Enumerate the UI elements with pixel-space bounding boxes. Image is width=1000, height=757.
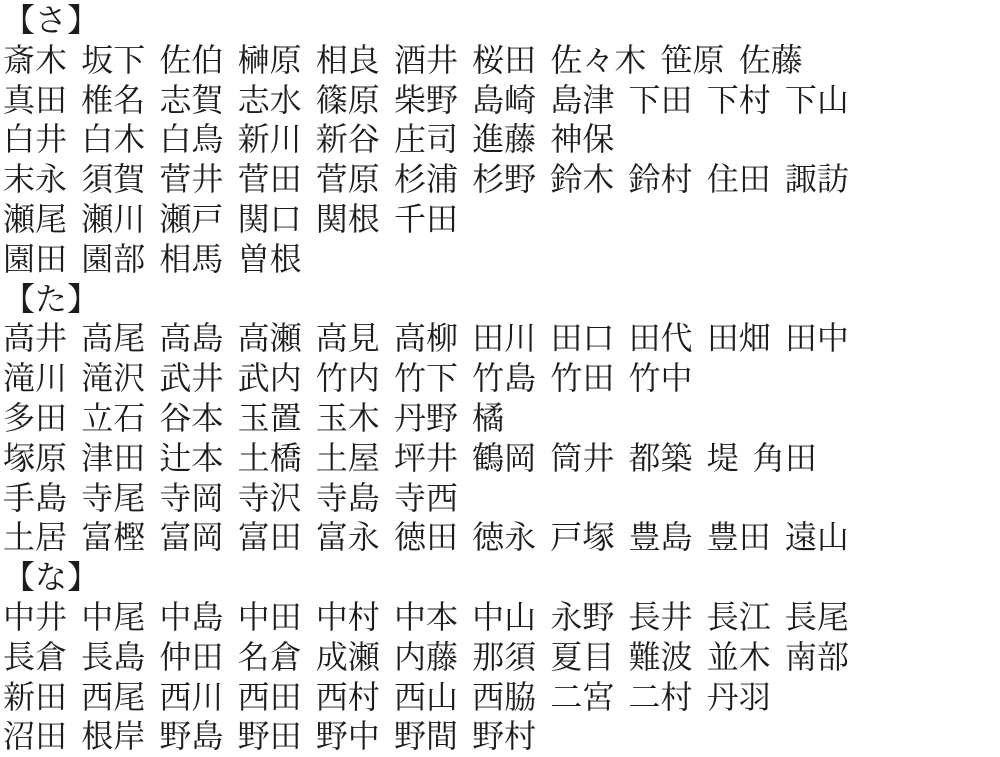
surname: 榊原 — [237, 40, 302, 79]
surname: 真田 — [3, 80, 68, 119]
surname: 佐々木 — [550, 40, 647, 79]
surname: 武内 — [237, 359, 302, 398]
surname: 鈴木 — [550, 160, 615, 199]
surname: 西田 — [237, 677, 302, 716]
surname: 須賀 — [81, 160, 146, 199]
surname-row — [3, 638, 1000, 678]
surname: 瀬川 — [81, 199, 146, 238]
surname: 都築 — [628, 438, 693, 477]
surname: 白鳥 — [159, 120, 224, 159]
surname: 庄司 — [393, 120, 458, 159]
surname: 末永 — [3, 160, 68, 199]
surname: 沼田 — [3, 717, 68, 756]
surname: 田口 — [550, 319, 615, 358]
surname: 成瀬 — [315, 637, 380, 676]
surname: 南部 — [784, 637, 849, 676]
surname: 寺沢 — [237, 478, 302, 517]
section-header: 【な】 — [3, 558, 100, 597]
surname: 桜田 — [472, 40, 537, 79]
surname: 関口 — [237, 199, 302, 238]
surname: 菅原 — [315, 160, 380, 199]
surname: 鶴岡 — [472, 438, 537, 477]
surname: 高尾 — [81, 319, 146, 358]
surname: 武井 — [159, 359, 224, 398]
surname: 野村 — [472, 717, 537, 756]
surname: 中尾 — [81, 597, 146, 636]
surname: 寺尾 — [81, 478, 146, 517]
surname: 二宮 — [550, 677, 615, 716]
surname: 西川 — [159, 677, 224, 716]
surname: 新田 — [3, 677, 68, 716]
surname-row — [3, 81, 1000, 121]
surname: 長島 — [81, 637, 146, 676]
surname: 斎木 — [3, 40, 68, 79]
surname: 筒井 — [550, 438, 615, 477]
surname: 下田 — [628, 80, 693, 119]
surname: 鈴村 — [628, 160, 693, 199]
surname: 中島 — [159, 597, 224, 636]
surname: 竹田 — [550, 359, 615, 398]
surname: 瀬戸 — [159, 199, 224, 238]
surname: 田畑 — [706, 319, 771, 358]
surname: 諏訪 — [784, 160, 849, 199]
surname: 堤 — [706, 438, 739, 477]
surname: 土屋 — [315, 438, 380, 477]
surname: 相馬 — [159, 239, 224, 278]
surname: 仲田 — [159, 637, 224, 676]
surname: 富樫 — [81, 518, 146, 557]
surname: 中本 — [393, 597, 458, 636]
surname: 志賀 — [159, 80, 224, 119]
surname: 内藤 — [393, 637, 458, 676]
surname: 下村 — [706, 80, 771, 119]
surname: 二村 — [628, 677, 693, 716]
surname: 並木 — [706, 637, 771, 676]
surname-row — [3, 479, 1000, 519]
surname: 高見 — [315, 319, 380, 358]
surname: 谷本 — [159, 398, 224, 437]
surname: 新川 — [237, 120, 302, 159]
surname: 島津 — [550, 80, 615, 119]
surname: 酒井 — [393, 40, 458, 79]
surname: 高島 — [159, 319, 224, 358]
surname: 土橋 — [237, 438, 302, 477]
surname: 長倉 — [3, 637, 68, 676]
surname: 佐伯 — [159, 40, 224, 79]
surname: 住田 — [706, 160, 771, 199]
surname: 戸塚 — [550, 518, 615, 557]
surname: 西村 — [315, 677, 380, 716]
surname: 永野 — [550, 597, 615, 636]
surname: 玉木 — [315, 398, 380, 437]
surname: 徳田 — [393, 518, 458, 557]
surname: 丹羽 — [706, 677, 771, 716]
surname: 西尾 — [81, 677, 146, 716]
surname: 佐藤 — [738, 40, 803, 79]
surname: 寺岡 — [159, 478, 224, 517]
surname-row — [3, 598, 1000, 638]
surname: 中井 — [3, 597, 68, 636]
surname: 島崎 — [472, 80, 537, 119]
surname-row — [3, 439, 1000, 479]
surname: 寺島 — [315, 478, 380, 517]
surname: 杉野 — [472, 160, 537, 199]
surname: 進藤 — [472, 120, 537, 159]
surname: 寺西 — [393, 478, 458, 517]
surname: 中山 — [472, 597, 537, 636]
surname: 柴野 — [393, 80, 458, 119]
surname: 菅井 — [159, 160, 224, 199]
surname: 長江 — [706, 597, 771, 636]
surname: 立石 — [81, 398, 146, 437]
surname: 竹内 — [315, 359, 380, 398]
surname: 橘 — [472, 398, 505, 437]
surname: 野中 — [315, 717, 380, 756]
surname: 篠原 — [315, 80, 380, 119]
surname: 土居 — [3, 518, 68, 557]
surname: 竹中 — [628, 359, 693, 398]
surname: 千田 — [393, 199, 458, 238]
surname: 塚原 — [3, 438, 68, 477]
surname: 関根 — [315, 199, 380, 238]
surname-row — [3, 240, 1000, 280]
surname: 笹原 — [660, 40, 725, 79]
surname-row — [3, 518, 1000, 558]
surname-row — [3, 359, 1000, 399]
section-header: 【た】 — [3, 279, 100, 318]
surname: 西山 — [393, 677, 458, 716]
surname-row — [3, 160, 1000, 200]
surname: 坪井 — [393, 438, 458, 477]
surname: 徳永 — [472, 518, 537, 557]
surname: 玉置 — [237, 398, 302, 437]
surname: 高柳 — [393, 319, 458, 358]
surname: 園田 — [3, 239, 68, 278]
section-header: 【さ】 — [3, 1, 100, 39]
surname: 西脇 — [472, 677, 537, 716]
surname: 曽根 — [237, 239, 302, 278]
surname: 野田 — [237, 717, 302, 756]
surname: 坂下 — [81, 40, 146, 79]
surname: 野間 — [393, 717, 458, 756]
surname: 難波 — [628, 637, 693, 676]
surname: 多田 — [3, 398, 68, 437]
surname: 竹下 — [393, 359, 458, 398]
surname: 田代 — [628, 319, 693, 358]
surname: 神保 — [550, 120, 615, 159]
surname: 相良 — [315, 40, 380, 79]
surname: 高瀬 — [237, 319, 302, 358]
surname: 富永 — [315, 518, 380, 557]
surname: 辻本 — [159, 438, 224, 477]
surname: 白木 — [81, 120, 146, 159]
surname: 夏目 — [550, 637, 615, 676]
surname: 新谷 — [315, 120, 380, 159]
surname: 豊田 — [706, 518, 771, 557]
surname: 長尾 — [784, 597, 849, 636]
surname: 菅田 — [237, 160, 302, 199]
surname: 丹野 — [393, 398, 458, 437]
surname: 瀬尾 — [3, 199, 68, 238]
surname: 滝沢 — [81, 359, 146, 398]
surname: 中田 — [237, 597, 302, 636]
surname: 滝川 — [3, 359, 68, 398]
surname-row — [3, 319, 1000, 359]
surname: 中村 — [315, 597, 380, 636]
surname: 野島 — [159, 717, 224, 756]
surname: 豊島 — [628, 518, 693, 557]
surname-row — [3, 41, 1000, 81]
surname: 椎名 — [81, 80, 146, 119]
surname: 志水 — [237, 80, 302, 119]
surname-row — [3, 717, 1000, 757]
surname: 富岡 — [159, 518, 224, 557]
surname: 富田 — [237, 518, 302, 557]
surname-row — [3, 200, 1000, 240]
surname: 遠山 — [784, 518, 849, 557]
surname-row — [3, 120, 1000, 160]
surname: 津田 — [81, 438, 146, 477]
surname: 下山 — [784, 80, 849, 119]
surname: 竹島 — [472, 359, 537, 398]
surname: 田中 — [784, 319, 849, 358]
surname: 角田 — [752, 438, 817, 477]
surname: 那須 — [472, 637, 537, 676]
surname: 田川 — [472, 319, 537, 358]
surname: 名倉 — [237, 637, 302, 676]
surname: 杉浦 — [393, 160, 458, 199]
surname: 根岸 — [81, 717, 146, 756]
surname: 高井 — [3, 319, 68, 358]
surname: 園部 — [81, 239, 146, 278]
surname: 長井 — [628, 597, 693, 636]
surname: 手島 — [3, 478, 68, 517]
surname: 白井 — [3, 120, 68, 159]
surname-row — [3, 399, 1000, 439]
surname-row — [3, 678, 1000, 718]
